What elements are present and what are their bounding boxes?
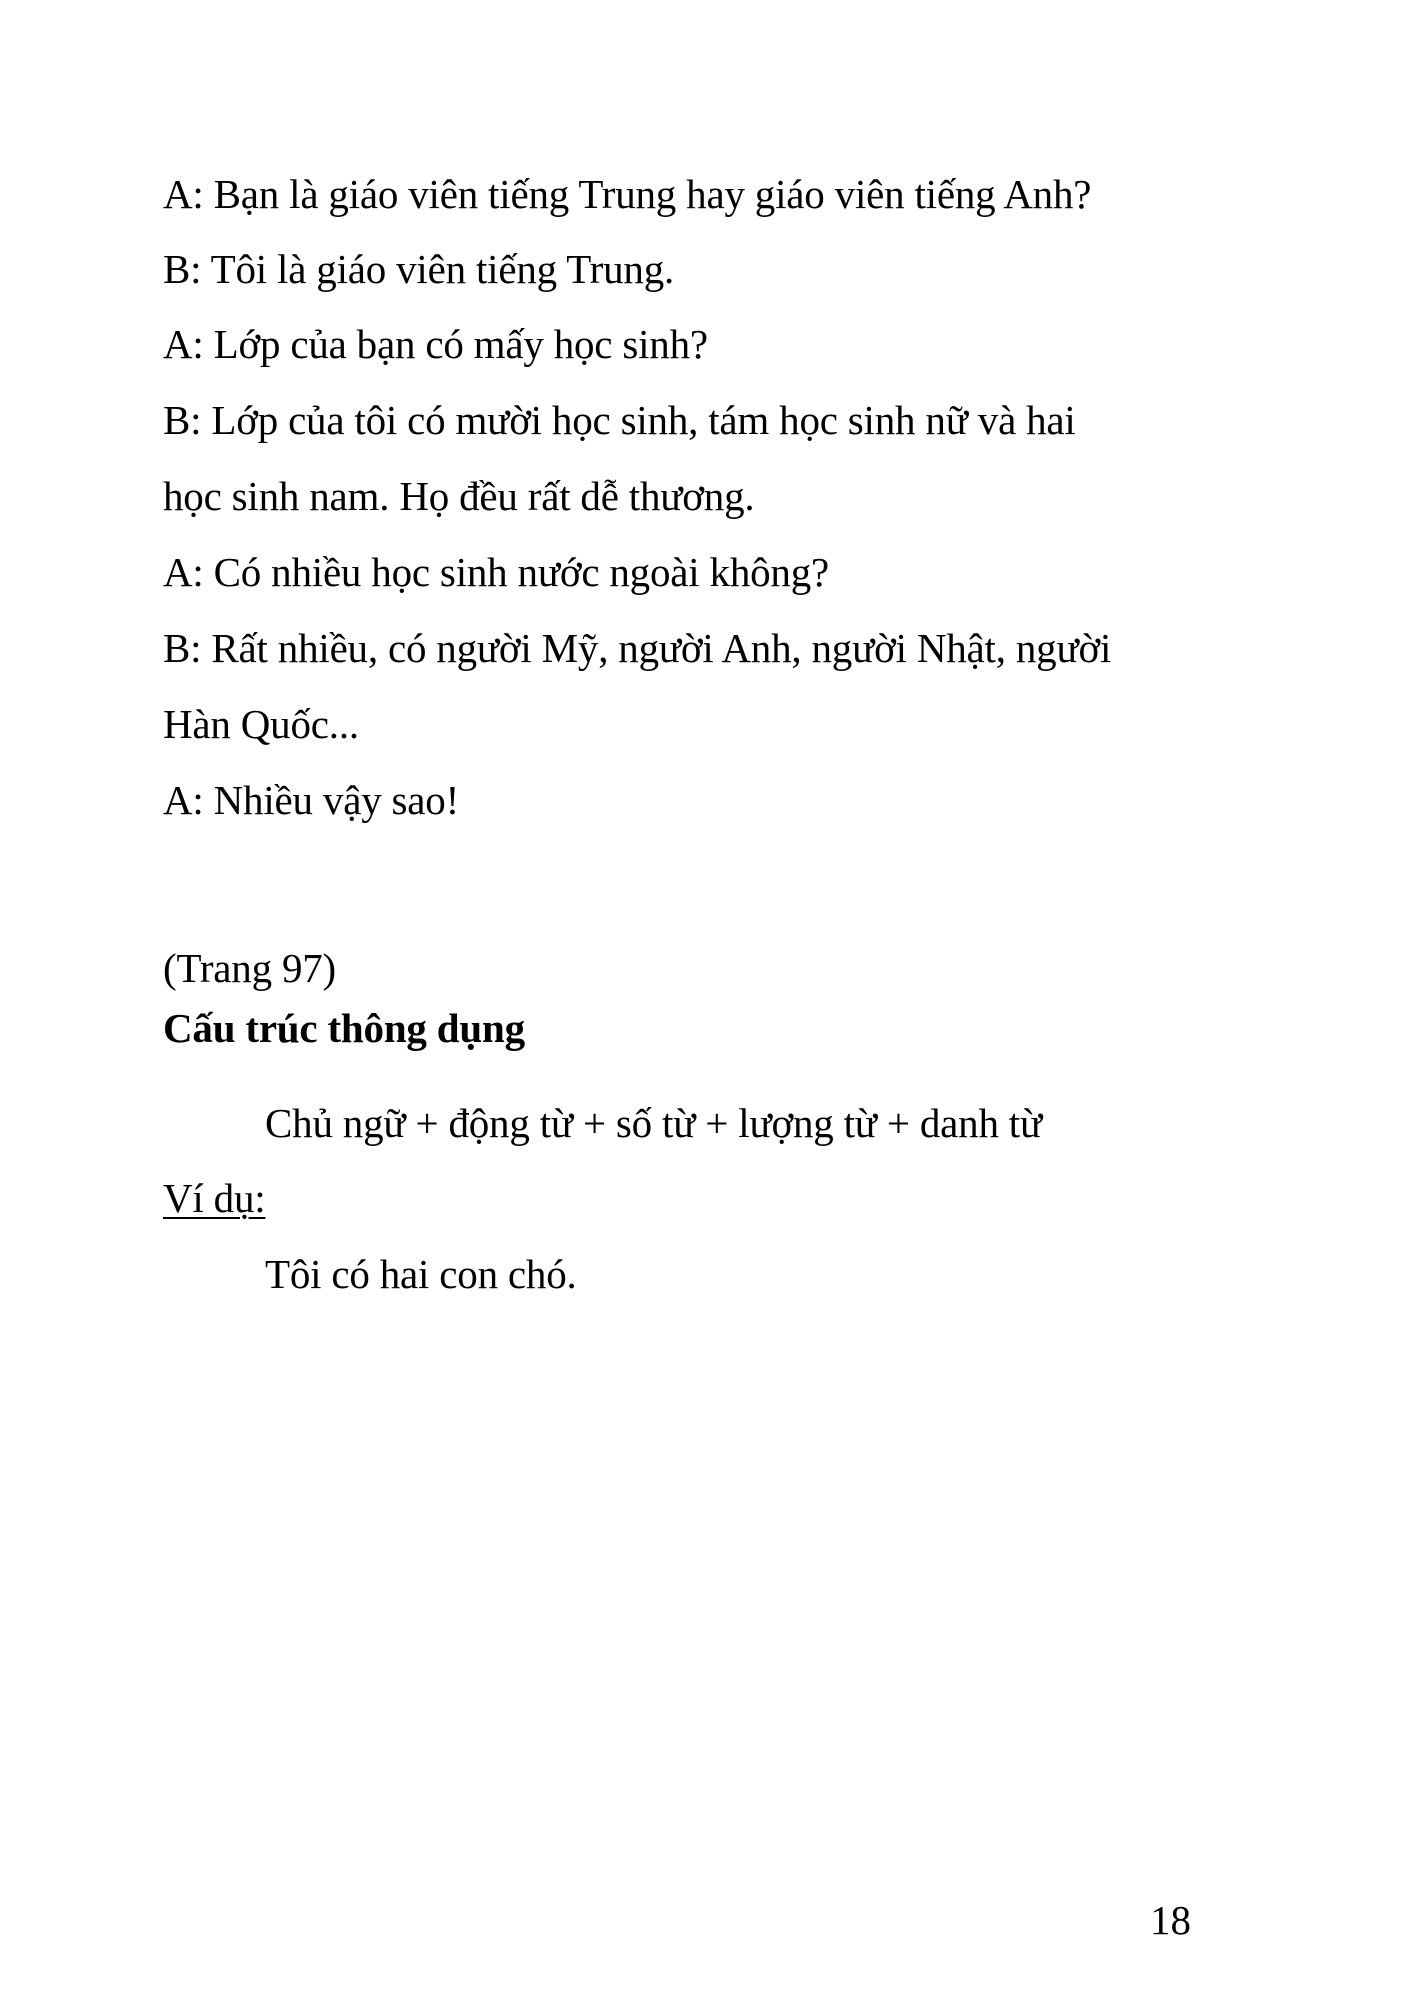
dialogue-line: B: Tôi là giáo viên tiếng Trung.	[163, 246, 675, 292]
dialogue-line: A: Có nhiều học sinh nước ngoài không?	[163, 549, 830, 595]
example-sentence: Tôi có hai con chó.	[265, 1251, 577, 1297]
dialogue-line: A: Nhiều vậy sao!	[163, 777, 460, 823]
page-reference: (Trang 97)	[163, 945, 337, 991]
example-label: Ví dụ:	[163, 1175, 266, 1221]
dialogue-line: Hàn Quốc...	[163, 701, 359, 747]
dialogue-line: A: Lớp của bạn có mấy học sinh?	[163, 321, 708, 367]
dialogue-line: A: Bạn là giáo viên tiếng Trung hay giáo viên tiếng Anh?	[163, 171, 1092, 217]
dialogue-line: học sinh nam. Họ đều rất dễ thương.	[163, 473, 755, 519]
page-number: 18	[1150, 1897, 1191, 1943]
section-heading: Cấu trúc thông dụng	[163, 1005, 525, 1051]
dialogue-line: B: Lớp của tôi có mười học sinh, tám học sinh nữ và hai	[163, 397, 1076, 443]
dialogue-line: B: Rất nhiều, có người Mỹ, người Anh, người Nhật, người	[163, 625, 1112, 671]
structure-formula: Chủ ngữ + động từ + số từ + lượng từ + danh từ	[265, 1100, 1043, 1146]
